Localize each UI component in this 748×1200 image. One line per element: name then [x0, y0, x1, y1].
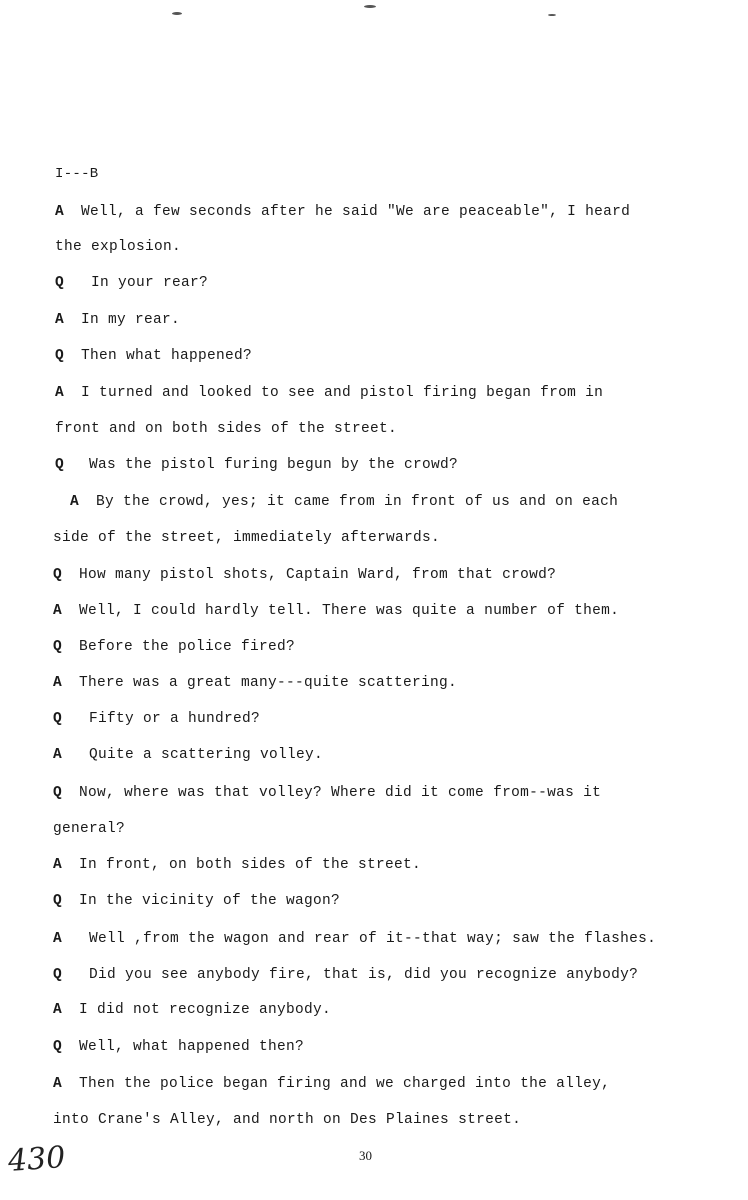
line-text: Did you see anybody fire, that is, did you recognize anybody?	[89, 967, 639, 983]
transcript-line	[55, 238, 181, 256]
line-text: Before the police fired?	[79, 639, 296, 655]
speaker-label: A	[53, 747, 63, 763]
scan-speck	[172, 12, 182, 15]
speaker-label: Q	[53, 711, 63, 727]
speaker-label: A	[70, 494, 80, 510]
line-text: I did not recognize anybody.	[79, 1002, 332, 1018]
line-text: the explosion.	[55, 239, 182, 255]
speaker-label: A	[53, 931, 63, 947]
transcript-line	[53, 602, 619, 620]
speaker-label: A	[53, 1076, 63, 1092]
speaker-label: A	[55, 204, 65, 220]
transcript-line	[70, 493, 618, 511]
transcript-line	[55, 456, 458, 474]
transcript-line	[53, 820, 125, 838]
transcript-line	[53, 1001, 331, 1019]
speaker-label: A	[55, 385, 65, 401]
line-text: into Crane's Alley, and north on Des Plaines street.	[53, 1112, 522, 1128]
transcript-line	[53, 966, 638, 984]
speaker-label: Q	[55, 348, 65, 364]
line-text: There was a great many---quite scattering.	[79, 675, 458, 691]
transcript-line	[53, 674, 457, 692]
line-text: Then what happened?	[81, 348, 253, 364]
transcript-line	[53, 930, 656, 948]
line-text: Was the pistol furing begun by the crowd?	[89, 457, 459, 473]
transcript-line	[53, 1111, 521, 1129]
line-text: Quite a scattering volley.	[89, 747, 324, 763]
speaker-label: A	[53, 675, 63, 691]
speaker-label: Q	[53, 567, 63, 583]
transcript-line	[53, 892, 340, 910]
speaker-label: A	[55, 312, 65, 328]
speaker-label: Q	[53, 639, 63, 655]
speaker-label: Q	[53, 1039, 63, 1055]
transcript-line	[53, 784, 601, 802]
transcript-line	[53, 529, 440, 547]
transcript-line	[53, 1038, 304, 1056]
speaker-label: Q	[55, 457, 65, 473]
transcript-line	[53, 566, 556, 584]
line-text: In the vicinity of the wagon?	[79, 893, 341, 909]
line-text: I turned and looked to see and pistol firing began from in	[81, 385, 604, 401]
transcript-line	[55, 347, 252, 365]
transcript-line	[55, 274, 208, 292]
transcript-line	[55, 311, 180, 329]
speaker-label: A	[53, 1002, 63, 1018]
line-text: Well ,from the wagon and rear of it--that way; saw the flashes.	[89, 931, 657, 947]
transcript-line	[53, 1075, 610, 1093]
transcript-line	[55, 384, 603, 402]
transcript-line	[53, 710, 260, 728]
speaker-label: Q	[55, 275, 65, 291]
line-text: Well, a few seconds after he said "We are peaceable", I heard	[81, 204, 631, 220]
line-text: side of the street, immediately afterwards.	[53, 530, 441, 546]
line-text: Well, what happened then?	[79, 1039, 305, 1055]
line-text: Well, I could hardly tell. There was quite a number of them.	[79, 603, 620, 619]
line-text: By the crowd, yes; it came from in front of us and on each	[96, 494, 619, 510]
transcript-line	[53, 856, 421, 874]
page-number: 30	[359, 1148, 372, 1163]
transcript-line	[55, 420, 397, 438]
speaker-label: A	[53, 603, 63, 619]
handwritten-page-number: 430	[6, 1140, 67, 1179]
line-text: front and on both sides of the street.	[55, 421, 398, 437]
line-text: In your rear?	[91, 275, 209, 291]
section-label: I---B	[55, 166, 99, 182]
transcript-line	[53, 638, 295, 656]
scan-speck	[548, 14, 556, 16]
speaker-label: Q	[53, 785, 63, 801]
line-text: In my rear.	[81, 312, 181, 328]
speaker-label: Q	[53, 967, 63, 983]
line-text: Fifty or a hundred?	[89, 711, 261, 727]
transcript-line	[55, 203, 630, 221]
line-text: Then the police began firing and we charged into the alley,	[79, 1076, 611, 1092]
line-text: Now, where was that volley? Where did it come from--was it	[79, 785, 602, 801]
line-text: general?	[53, 821, 126, 837]
line-text: In front, on both sides of the street.	[79, 857, 422, 873]
line-text: How many pistol shots, Captain Ward, from that crowd?	[79, 567, 557, 583]
scan-speck	[364, 5, 376, 8]
transcript-line	[53, 746, 323, 764]
speaker-label: Q	[53, 893, 63, 909]
speaker-label: A	[53, 857, 63, 873]
